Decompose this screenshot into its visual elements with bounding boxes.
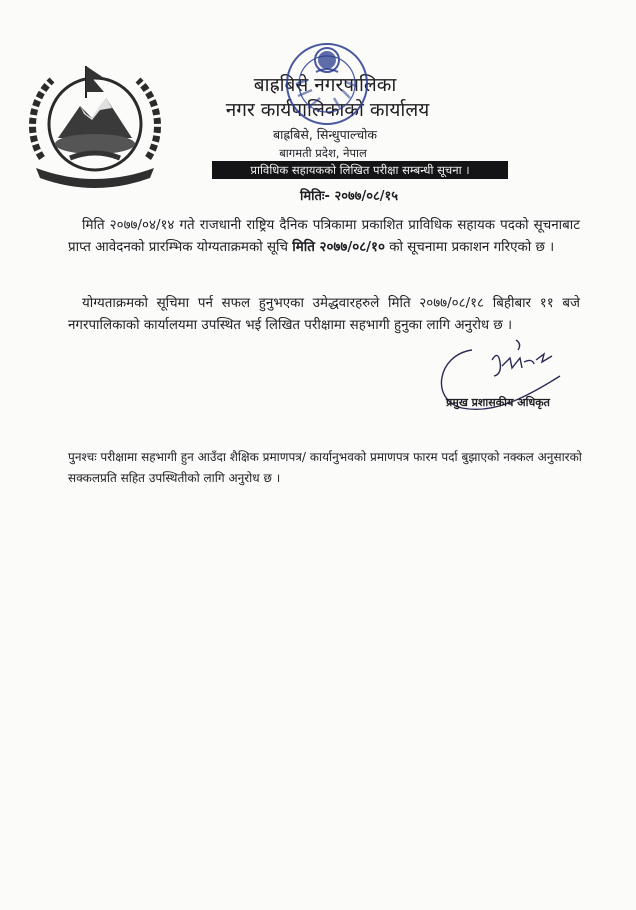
organization-name: बाह्रबिसे नगरपालिका bbox=[253, 74, 397, 96]
office-province: बागमती प्रदेश, नेपाल bbox=[279, 146, 367, 160]
signatory-title: प्रमुख प्रशासकीय अधिकृत bbox=[446, 396, 550, 409]
paragraph-1 bbox=[68, 215, 580, 259]
paragraph-1-bold-date: मिति २०७७/०८/१० bbox=[292, 240, 385, 255]
office-address: बाह्रबिसे, सिन्धुपाल्चोक bbox=[273, 127, 377, 142]
municipality-seal-stamp-icon bbox=[278, 38, 376, 130]
nepal-government-emblem-icon bbox=[22, 58, 168, 190]
notice-date bbox=[300, 188, 440, 206]
subject-banner: प्राविधिक सहायकको लिखित परीक्षा सम्बन्धी सूचना । bbox=[212, 161, 508, 179]
office-name: नगर कार्यपालिकाको कार्यालय bbox=[225, 99, 430, 121]
paragraph-2-text: योग्यताक्रमको सूचिमा पर्न सफल हुनुभएका उमेद्धवारहरुले मिति २०७७/०८/१८ बिहीबार ११ बजे नगरपालिकाको कार्यालयमा उपस्थित भई लिखित परीक्षामा सहभागी हुनुका लागि अनुरोध छ । bbox=[68, 296, 580, 333]
date-value: २०७७/०८/१५ bbox=[334, 189, 399, 204]
paragraph-1-text: मिति २०७७/०४/१४ गते राजधानी राष्ट्रिय दैनिक पत्रिकामा प्रकाशित प्राविधिक सहायक पदको सूचनाबाट प्राप्त आवेदनको प्रारम्भिक योग्यताक्रमको सूचि bbox=[68, 218, 580, 255]
paragraph-1-end: को सूचनामा प्रकाशन गरिएको छ । bbox=[389, 240, 555, 255]
postscript-note: पुनश्चः परीक्षामा सहभागी हुन आउँदा शैक्षिक प्रमाणपत्र/ कार्यानुभवको प्रमाणपत्र फारम पर्दा बुझाएको नक्कल अनुसारको सक्कलप्रति सहित उपस्थितीको लागि अनुरोध छ । bbox=[68, 450, 582, 485]
date-label: मितिः- bbox=[300, 189, 330, 204]
